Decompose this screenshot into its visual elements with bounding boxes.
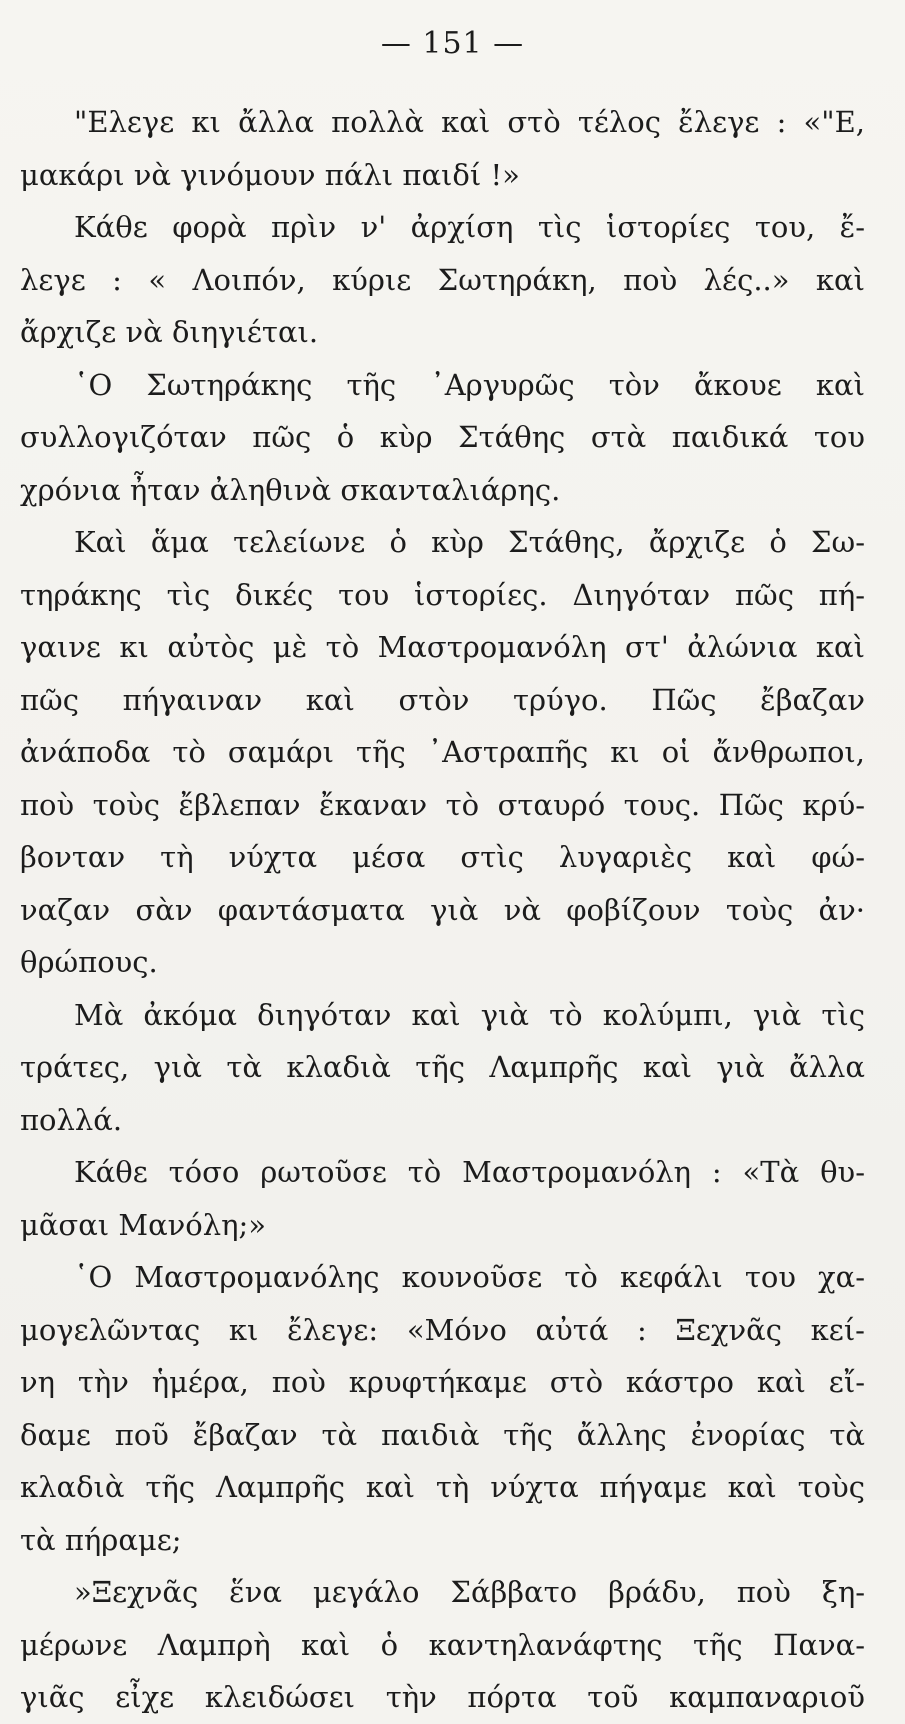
text-line: ῾Ο Μαστρομανόλης κουνοῦσε τὸ κεφάλι του χα- [74,1260,865,1294]
text-line: χρόνια ἦταν ἀληθινὰ σκανταλιάρης. [20,472,561,507]
text-line: πῶς πήγαιναν καὶ στὸν τρύγο. Πῶς ἔβαζαν [20,682,865,717]
text-line: γαινε κι αὐτὸς μὲ τὸ Μαστρομανόλη στ' ἀλώνια καὶ [20,630,865,664]
text-line: κλαδιὰ τῆς Λαμπρῆς καὶ τὴ νύχτα πήγαμε καὶ τοὺς [20,1470,865,1504]
text-line: τὰ πήραμε; [20,1522,182,1557]
text-line: Κάθε φορὰ πρὶν ν' ἀρχίση τὶς ἱστορίες του, ἔ- [74,210,865,244]
text-line: τράτες, γιὰ τὰ κλαδιὰ τῆς Λαμπρῆς καὶ γιὰ ἄλλα [20,1050,865,1084]
text-line: λεγε : « Λοιπόν, κύριε Σωτηράκη, ποὺ λές..» καὶ [20,262,865,297]
text-line: μᾶσαι Μανόλη;» [20,1207,267,1242]
body-text [20,96,865,1724]
text-line: πολλά. [20,1102,123,1137]
text-line: γιᾶς εἶχε κλειδώσει τὴν πόρτα τοῦ καμπαναριοῦ [20,1680,865,1714]
text-line: μέρωνε Λαμπρὴ καὶ ὁ καντηλανάφτης τῆς Πανα- [20,1627,865,1662]
text-line: βονταν τὴ νύχτα μέσα στὶς λυγαριὲς καὶ φώ- [20,840,865,874]
text-line: ποὺ τοὺς ἔβλεπαν ἔκαναν τὸ σταυρό τους. Πῶς κρύ- [20,787,865,822]
text-line: θρώπους. [20,945,158,979]
text-line: ἄρχιζε νὰ διηγιέται. [20,315,319,349]
text-line: Καὶ ἅμα τελείωνε ὁ κὺρ Στάθης, ἄρχιζε ὁ Σω- [74,525,865,559]
text-line: "Ελεγε κι ἄλλα πολλὰ καὶ στὸ τέλος ἔλεγε : «"Ε, [74,105,865,139]
text-line: Μὰ ἀκόμα διηγόταν καὶ γιὰ τὸ κολύμπι, γιὰ τὶς [74,997,865,1032]
text-line: μογελῶντας κι ἔλεγε: «Μόνο αὐτά : Ξεχνᾶς κεί- [20,1312,865,1347]
text-line: ῾Ο Σωτηράκης τῆς ᾿Αργυρῶς τὸν ἄκουε καὶ [74,367,865,402]
text-line: τηράκης τὶς δικές του ἱστορίες. Διηγόταν πῶς πή- [20,577,865,612]
text-line: »Ξεχνᾶς ἕνα μεγάλο Σάββατο βράδυ, ποὺ ξη- [74,1575,865,1609]
text-line: ναζαν σὰν φαντάσματα γιὰ νὰ φοβίζουν τοὺς ἀν· [20,892,865,927]
text-line: Κάθε τόσο ρωτοῦσε τὸ Μαστρομανόλη : «Τὰ θυ- [74,1155,865,1189]
text-line: ἀνάποδα τὸ σαμάρι τῆς ᾿Αστραπῆς κι οἱ ἄνθρωποι, [20,735,865,769]
text-line: νη τὴν ἡμέρα, ποὺ κρυφτήκαμε στὸ κάστρο καὶ εἴ- [20,1365,865,1399]
text-line: μακάρι νὰ γινόμουν πάλι παιδί !» [20,157,520,192]
text-line: συλλογιζόταν πῶς ὁ κὺρ Στάθης στὰ παιδικά του [20,420,865,454]
text-line: δαμε ποῦ ἔβαζαν τὰ παιδιὰ τῆς ἄλλης ἐνορίας τὰ [20,1417,865,1452]
page-number: — 151 — [380,26,525,61]
